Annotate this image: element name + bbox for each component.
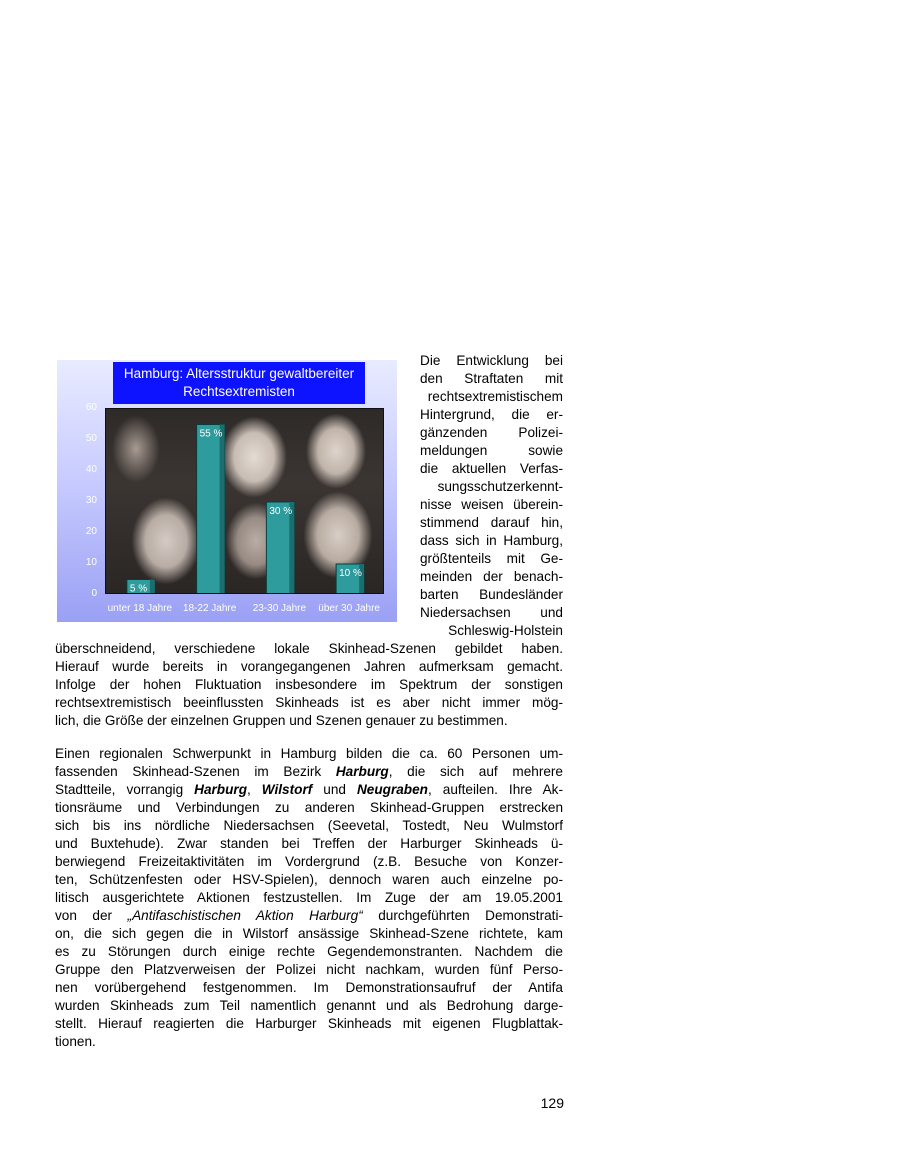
- text-line: berwiegend Freizeitaktivitäten im Vordergrund (z.B. Besuche von Konzer-: [55, 854, 563, 869]
- bar-value-label: 30 %: [269, 506, 293, 517]
- y-tick-label: 60: [85, 402, 97, 413]
- text-line: Schleswig-Holstein: [448, 623, 563, 638]
- text-line: größtenteils mit Ge-: [420, 551, 563, 566]
- text-line: es zu Störungen durch einige rechte Gegendemonstranten. Nachdem die: [55, 944, 563, 959]
- y-tick-label: 10: [85, 557, 97, 568]
- text-line: rechtsextremistischem: [427, 389, 563, 404]
- text-line: überschneidend, verschiedene lokale Skinhead-Szenen gebildet haben.: [55, 641, 563, 656]
- page-number: 129: [540, 1095, 564, 1111]
- text-line: sungsschutzerkennt-: [437, 479, 563, 494]
- text-line: Stadtteile, vorrangig Harburg, Wilstorf und Neugraben, aufteilen. Ihre Ak-: [55, 782, 564, 797]
- paragraph-1-side: [420, 352, 563, 640]
- text-line: gänzenden Polizei-: [420, 425, 563, 440]
- text-line: dass sich in Hamburg,: [420, 533, 563, 548]
- bar-value-label: 5 %: [129, 583, 148, 595]
- text-line: litisch ausgerichtete Aktionen festzustellen. Im Zuge der am 19.05.2001: [55, 890, 563, 905]
- bar-shade-1: [220, 425, 225, 595]
- text-line: nisse weisen überein-: [420, 497, 563, 512]
- bar-value-label: 10 %: [339, 568, 362, 579]
- text-line: stellt. Hierauf reagierten die Harburger Skinheads mit eigenen Flugblattak-: [55, 1016, 563, 1031]
- text-line: fassenden Skinhead-Szenen im Bezirk Harburg, die sich auf mehrere: [55, 764, 563, 779]
- text-line: Gruppe den Platzverweisen der Polizei nicht nachkam, wurden fünf Perso-: [55, 962, 563, 977]
- text-line: Hintergrund, die er-: [420, 407, 563, 422]
- text-line: und Buxtehude). Zwar standen bei Treffen der Harburger Skinheads ü-: [55, 836, 563, 851]
- place-name: Wilstorf: [261, 782, 313, 797]
- text-line: stimmend darauf hin,: [420, 515, 563, 530]
- text-line: Niedersachsen und: [420, 605, 563, 620]
- text-line: Die Entwicklung bei: [420, 353, 563, 368]
- text-line: Einen regionalen Schwerpunkt in Hamburg bilden die ca. 60 Personen um-: [55, 746, 563, 761]
- text-line: meldungen sowie: [420, 443, 563, 458]
- x-tick-label: unter 18 Jahre: [107, 603, 173, 614]
- place-name: Harburg: [194, 782, 248, 797]
- text-line: rechtsextremistisch beeinflussten Skinheads ist es aber nicht immer mög-: [55, 695, 563, 710]
- bar-chart-svg: [106, 409, 384, 594]
- paragraph-2: [55, 745, 563, 1051]
- text-line: ten, Schützenfesten oder HSV-Spielen), dennoch waren auch einzelne po-: [55, 872, 563, 887]
- y-tick-label: 40: [85, 464, 97, 475]
- chart-title: Hamburg: Altersstruktur gewaltbereiter Rechtsextremisten: [113, 362, 365, 404]
- text-line: den Straftaten mit: [420, 371, 563, 386]
- text-line: Infolge der hohen Fluktuation insbesondere im Spektrum der sonstigen: [55, 677, 563, 692]
- text-line: tionen.: [55, 1034, 96, 1049]
- y-tick-label: 0: [91, 588, 97, 599]
- text-line: tionsräume und Verbindungen zu anderen Skinhead-Gruppen erstrecken: [55, 800, 563, 815]
- bar-shade-0: [150, 580, 155, 595]
- x-tick-label: 18-22 Jahre: [182, 603, 237, 614]
- place-name: Harburg: [335, 764, 389, 779]
- text-line: nen vorübergehend festgenommen. Im Demonstrationsaufruf der Antifa: [55, 980, 563, 995]
- text-line: meinden der benach-: [420, 569, 563, 584]
- y-tick-label: 20: [85, 526, 97, 537]
- paragraph-1-continued: [55, 640, 563, 730]
- text-line: Hierauf wurde bereits in vorangegangenen Jahren aufmerksam gemacht.: [55, 659, 563, 674]
- organization-name: „Antifaschistischen Aktion Harburg“: [127, 908, 363, 923]
- text-line: lich, die Größe der einzelnen Gruppen und Szenen genauer zu bestimmen.: [55, 713, 508, 728]
- text-line: die aktuellen Verfas-: [420, 461, 563, 476]
- x-tick-label: 23-30 Jahre: [252, 603, 307, 614]
- bar-value-label: 55 %: [199, 428, 223, 440]
- age-structure-chart: [57, 360, 397, 622]
- text-line: on, die sich gegen die in Wilstorf ansässige Skinhead-Szene richtete, kam: [55, 926, 563, 941]
- plot-area: [105, 408, 384, 594]
- text-line: sich bis ins nördliche Niedersachsen (Seevetal, Tostedt, Neu Wulmstorf: [55, 818, 563, 833]
- text-line: barten Bundesländer: [420, 587, 563, 602]
- text-line: wurden Skinheads zum Teil namentlich genannt und als Bedrohung darge-: [55, 998, 563, 1013]
- text-line: von der „Antifaschistischen Aktion Harburg“ durchgeführten Demonstrati-: [55, 908, 563, 923]
- x-tick-label: über 30 Jahre: [318, 603, 380, 614]
- y-tick-label: 50: [85, 433, 97, 444]
- y-tick-label: 30: [85, 495, 97, 506]
- place-name: Neugraben: [356, 782, 428, 797]
